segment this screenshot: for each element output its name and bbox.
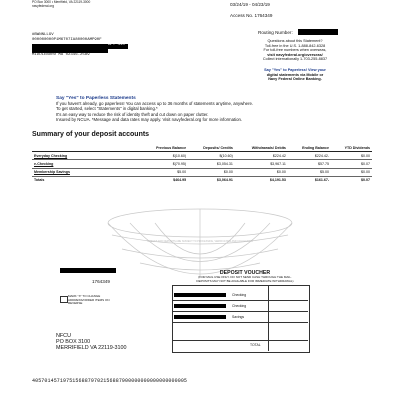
questions-line: Collect internationally 1-703-255-8837: [262, 57, 328, 62]
table-cell: $224.42: [235, 152, 288, 160]
voucher-row-label: Savings: [232, 315, 245, 319]
column-header: Deposits/ Credits: [188, 144, 235, 152]
table-cell: $0.00: [235, 168, 288, 176]
statement-period: 03/24/19 - 04/23/19: [230, 2, 270, 7]
questions-line: For toll-free numbers when overseas,: [263, 48, 327, 53]
voucher-access-number: 1764349: [92, 279, 110, 284]
table-cell: $(70.95): [141, 160, 188, 168]
mailing-street-tail: APT 415: [108, 43, 125, 47]
paperless-line: If you haven't already, go paperless! You can access up to 36 months of statements anytime, anywhere.: [56, 101, 254, 106]
address-line: PO Box 3000 • Merrifield, VA 22119-3000: [32, 0, 91, 4]
paperless-title: Say "Yes" to Paperless Statements: [56, 96, 136, 101]
access-number-row: [230, 13, 272, 18]
watermark-text: CHECKS AND DEPOSITS ARE SUBJECT TO PROCESSING, VERIFICATION AND COLLECTION: [147, 240, 253, 243]
table-cell: $5.00: [288, 168, 331, 176]
table-cell: $224.42-: [288, 152, 331, 160]
promo-right: [220, 68, 370, 82]
voucher-total-label: TOTAL: [250, 343, 261, 347]
summary-header-row: [32, 144, 372, 152]
table-cell: $0.00: [331, 152, 372, 160]
mailing-code: #BWNNLLGV: [32, 33, 54, 37]
access-number: 1764349: [254, 13, 273, 18]
table-cell: $0.00: [188, 168, 235, 176]
totals-row: [32, 176, 372, 184]
voucher-note: [170, 276, 320, 283]
promo-line: Navy Federal Online Banking.: [268, 77, 322, 82]
redacted-account: [174, 304, 226, 308]
return-address-line: NFCU: [56, 333, 71, 339]
table-cell: $3,064.91: [188, 176, 235, 184]
voucher-line: [172, 311, 308, 312]
voucher-note-line: DEPOSITS MAY NOT BE AVAILABLE FOR IMMEDIATE WITHDRAWAL): [196, 278, 294, 283]
micr-line: 40570145719751568879702156887900000000000000000005: [32, 378, 188, 384]
table-row: [32, 168, 372, 176]
promo-line: Say "Yes" to Paperless! View your: [264, 68, 326, 72]
paperless-line: It's an easy way to reduce the risk of identity theft and cut down on paper clutter.: [56, 111, 209, 117]
mailing-city: MIDDLEBORO MA 02346-2589: [32, 53, 90, 57]
column-header: Ending Balance: [288, 144, 331, 152]
paperless-line: To get started, select "Statements" in digital banking.*: [56, 106, 158, 112]
table-cell: $464.95: [141, 176, 188, 184]
address-line: navyfederal.org: [32, 3, 54, 8]
questions-block: [220, 39, 370, 62]
mailing-barcode: 000000000P1M6T07IA80000AMP90F: [32, 38, 102, 42]
table-cell: $161.67-: [288, 176, 331, 184]
account-name: e-Checking: [32, 160, 141, 168]
voucher-note-line: (FOR MAIL USE ONLY. DO NOT SEND CASH THROUGH THE MAIL.: [198, 275, 292, 279]
table-cell: $57.75: [288, 160, 331, 168]
table-cell: $0.00: [331, 168, 372, 176]
redacted-routing: [298, 29, 338, 35]
voucher-line: [172, 340, 308, 341]
paperless-block: [56, 96, 376, 123]
table-cell: $0.07: [331, 160, 372, 168]
table-cell: $5.00: [141, 168, 188, 176]
voucher-title: DEPOSIT VOUCHER: [219, 270, 271, 276]
questions-line: Questions about this Statement?: [267, 39, 323, 43]
redacted-account: [174, 293, 226, 297]
table-row: [32, 152, 372, 160]
account-column-header: [32, 144, 141, 152]
column-header: Withdrawals/ Debits: [235, 144, 288, 152]
promo-line: digital statements via Mobile or: [266, 72, 324, 77]
return-address: [56, 333, 127, 351]
questions-line: Toll-free in the U.S. 1-888-842-6328: [264, 43, 326, 48]
column-header: YTD Dividends: [331, 144, 372, 152]
voucher-line: [172, 322, 308, 323]
table-cell: $0.07: [331, 176, 372, 184]
table-cell: $3,967.11: [235, 160, 288, 168]
voucher-row-label: Checking: [232, 304, 247, 308]
return-address-line: MERRIFIELD VA 22119-3100: [56, 345, 127, 351]
voucher-row-label: Checking: [232, 293, 247, 297]
questions-line: visit navyfederal.org/overseas/: [267, 52, 323, 57]
redacted-voucher-name: [60, 268, 116, 273]
summary-title: Summary of your deposit accounts: [32, 131, 150, 138]
account-name: Everyday Checking: [32, 152, 141, 160]
account-name: Membership Savings: [32, 168, 141, 176]
voucher-amount-divider: [268, 285, 269, 351]
redacted-account: [174, 315, 226, 319]
column-header: Previous Balance: [141, 144, 188, 152]
table-row: [32, 160, 372, 168]
table-cell: $3,054.31: [188, 160, 235, 168]
summary-table: [32, 144, 372, 184]
access-label: Access No.: [230, 13, 254, 18]
change-address-checkbox[interactable]: [60, 296, 68, 303]
header-address: [32, 1, 122, 9]
table-cell: $(10.60): [188, 152, 235, 160]
routing-label: Routing Number:: [258, 30, 293, 35]
table-cell: $4,191.53: [235, 176, 288, 184]
totals-label: Totals: [32, 176, 141, 184]
voucher-line: [172, 300, 308, 301]
paperless-line: Insured by NCUA. *Message and data rates may apply. Visit navyfederal.org for more information.: [56, 117, 243, 123]
table-cell: $(10.60): [141, 152, 188, 160]
change-address-text: MARK "X" TO CHANGE ADDRESS/ORDER ITEMS ON REVERSE: [68, 294, 110, 306]
return-address-line: PO BOX 3100: [56, 339, 91, 345]
